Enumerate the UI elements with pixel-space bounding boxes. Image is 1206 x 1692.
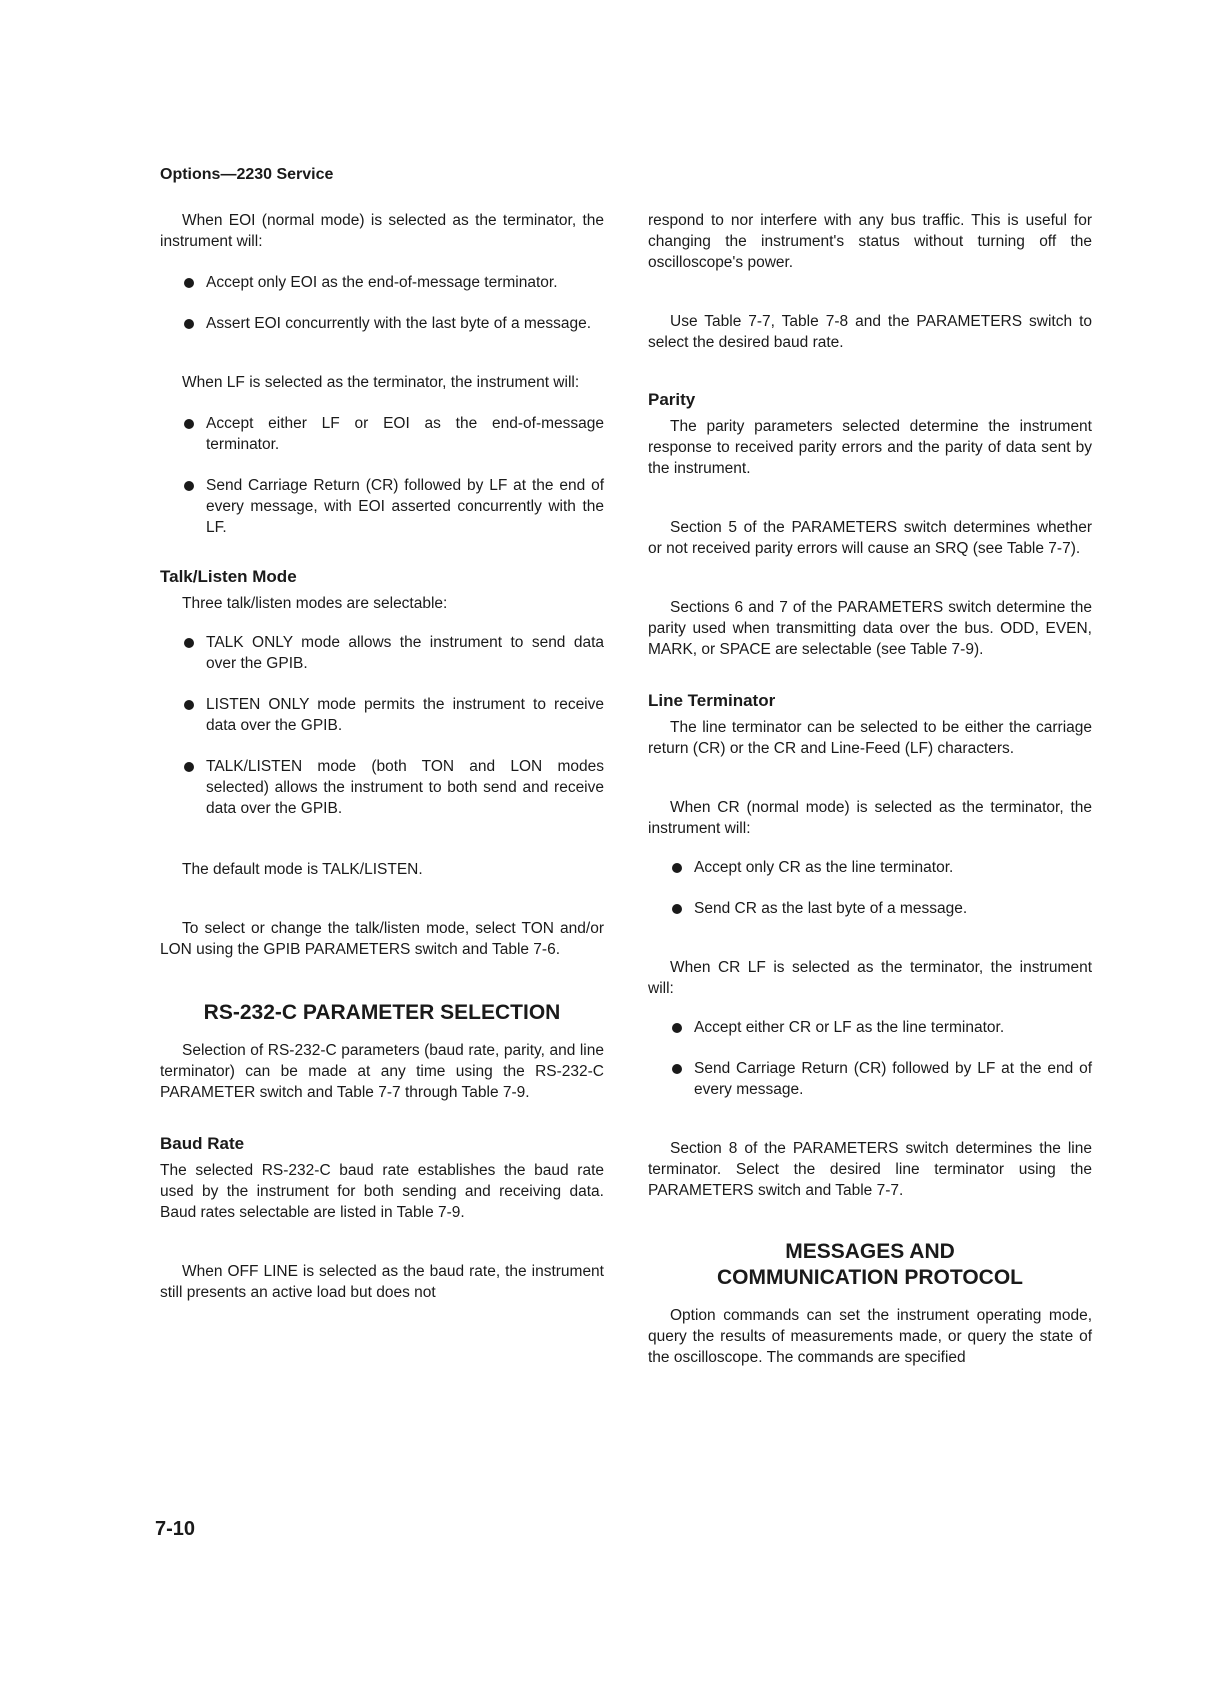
talk-listen-bullet-list (160, 632, 604, 819)
offline-text: When OFF LINE is selected as the baud rate, the instrument still presents an active load but does not (160, 1263, 604, 1301)
list-item: LISTEN ONLY mode permits the instrument to receive data over the GPIB. (184, 694, 604, 736)
list-item: Accept only EOI as the end-of-message terminator. (184, 272, 604, 293)
talk-listen-intro: Three talk/listen modes are selectable: (182, 595, 448, 612)
cr-intro: When CR (normal mode) is selected as the terminator, the instrument will: (648, 799, 1092, 837)
list-item: TALK ONLY mode allows the instrument to send data over the GPIB. (184, 632, 604, 674)
page-number: 7-10 (155, 1518, 196, 1540)
line-terminator-heading: Line Terminator (648, 691, 776, 710)
lf-bullet-list (160, 413, 604, 538)
select-mode-text: To select or change the talk/listen mode, select TON and/or LON using the GPIB PARAMETERS switch and Table 7-6. (160, 920, 604, 958)
crlf-intro: When CR LF is selected as the terminator, the instrument will: (648, 959, 1092, 997)
talk-listen-heading: Talk/Listen Mode (160, 567, 297, 586)
default-mode-text: The default mode is TALK/LISTEN. (182, 861, 423, 878)
running-header: Options—2230 Service (160, 166, 334, 183)
list-item: Send Carriage Return (CR) followed by LF at the end of every message. (672, 1058, 1092, 1100)
use-table-text: Use Table 7-7, Table 7-8 and the PARAMETERS switch to select the desired baud rate. (648, 313, 1092, 351)
parity-heading: Parity (648, 390, 696, 409)
crlf-bullet-list (648, 1017, 1092, 1100)
list-item: Accept either LF or EOI as the end-of-message terminator. (184, 413, 604, 455)
lf-intro: When LF is selected as the terminator, the instrument will: (182, 374, 580, 391)
right-column (648, 210, 1092, 1368)
messages-heading-line-2: COMMUNICATION PROTOCOL (716, 1266, 1024, 1289)
list-item: TALK/LISTEN mode (both TON and LON modes selected) allows the instrument to both send and receive data over the GPIB. (184, 756, 604, 819)
messages-heading-line-1: MESSAGES AND (785, 1240, 955, 1263)
rs232-text: Selection of RS-232-C parameters (baud rate, parity, and line terminator) can be made at any time using the RS-232-C PARAMETER switch and Table 7-7 through Table 7-9. (160, 1042, 604, 1101)
line-terminator-text: The line terminator can be selected to be either the carriage return (CR) or the CR and Line-Feed (LF) characters. (648, 719, 1092, 757)
baud-rate-text: The selected RS-232-C baud rate establishes the baud rate used by the instrument for both sending and receiving data. Baud rates selectable are listed in Table 7-9. (160, 1162, 604, 1221)
cr-bullet-list (648, 857, 1092, 919)
eoi-bullet-list (160, 272, 604, 334)
continuation-text: respond to nor interfere with any bus traffic. This is useful for changing the instrument's status without turning off the oscilloscope's power. (648, 212, 1092, 271)
list-item: Assert EOI concurrently with the last byte of a message. (184, 313, 604, 334)
messages-text: Option commands can set the instrument operating mode, query the results of measurements made, or query the state of the oscilloscope. The commands are specified (648, 1307, 1092, 1366)
rs232-section-heading: RS-232-C PARAMETER SELECTION (203, 1001, 561, 1024)
list-item: Send Carriage Return (CR) followed by LF at the end of every message, with EOI asserted concurrently with the LF. (184, 475, 604, 538)
list-item: Accept only CR as the line terminator. (672, 857, 1092, 878)
baud-rate-heading: Baud Rate (160, 1134, 245, 1153)
parity-text-1: The parity parameters selected determine the instrument response to received parity errors and the parity of data sent by the instrument. (648, 418, 1092, 477)
eoi-intro: When EOI (normal mode) is selected as the terminator, the instrument will: (160, 212, 604, 250)
parity-text-3: Sections 6 and 7 of the PARAMETERS switch determine the parity used when transmitting data over the bus. ODD, EVEN, MARK, or SPACE are selectable (see Table 7-9). (648, 599, 1092, 658)
parity-text-2: Section 5 of the PARAMETERS switch determines whether or not received parity errors will cause an SRQ (see Table 7-7). (648, 519, 1092, 557)
left-column (160, 210, 604, 1303)
section8-text: Section 8 of the PARAMETERS switch determines the line terminator. Select the desired line terminator using the PARAMETERS switch and Table 7-7. (648, 1140, 1092, 1199)
list-item: Send CR as the last byte of a message. (672, 898, 1092, 919)
list-item: Accept either CR or LF as the line terminator. (672, 1017, 1092, 1038)
